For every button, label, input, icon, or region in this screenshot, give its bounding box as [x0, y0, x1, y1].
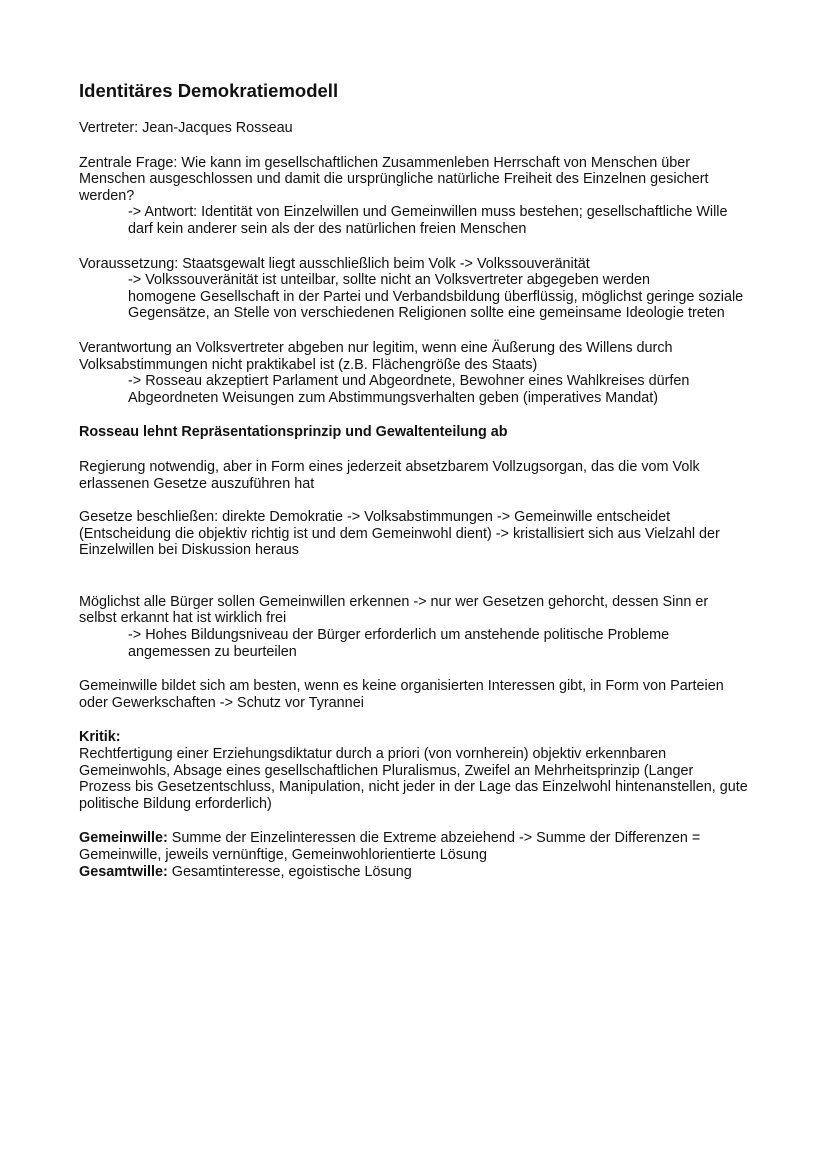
voraussetzung: Voraussetzung: Staatsgewalt liegt ausschließlich beim Volk -> Volkssouveränität [79, 255, 590, 272]
gesamtwille-text: Gesamtinteresse, egoistische Lösung [167, 863, 412, 880]
antwort: -> Antwort: Identität von Einzelwillen und Gemeinwillen muss bestehen; gesellschaftliche Wille darf kein anderer sein als der des natürlichen freien Menschen [128, 204, 728, 237]
ablehnung-heading: Rosseau lehnt Repräsentationsprinzip und Gewaltenteilung ab [79, 424, 508, 441]
gemeinwille-definition [79, 830, 749, 863]
zentrale-frage: Zentrale Frage: Wie kann im gesellschaftlichen Zusammenleben Herrschaft von Menschen über Menschen ausgeschlossen und damit die ursprüngliche natürliche Freiheit des Einzelnen gesichert werden? [79, 154, 709, 204]
gemeinwille-label: Gemeinwille: [79, 830, 168, 847]
volkssouveraenitaet: -> Volkssouveränität ist unteilbar, sollte nicht an Volksvertreter abgegeben werden [128, 272, 650, 289]
gesamtwille-definition [79, 864, 749, 881]
kritik-label: Kritik: [79, 729, 121, 746]
gesetze: Gesetze beschließen: direkte Demokratie -> Volksabstimmungen -> Gemeinwille entscheidet (Entscheidung die objektiv richtig ist und dem Gemeinwohl dient) -> kristallisiert sich aus Vielzahl der Einzelwillen bei Diskussion heraus [79, 509, 720, 559]
gemeinwille-text: Summe der Einzelinteressen die Extreme abzeiehend -> Summe der Differenzen = Gemeinwille, jeweils vernünftige, Gemeinwohlorientierte Lösung [79, 830, 701, 863]
page-title: Identitäres Demokratiemodell [79, 80, 339, 101]
regierung: Regierung notwendig, aber in Form eines jederzeit absetzbarem Vollzugsorgan, das die vom Volk erlassenen Gesetze auszuführen hat [79, 458, 700, 492]
document-page [79, 80, 749, 880]
bildungsniveau: -> Hohes Bildungsniveau der Bürger erforderlich um anstehende politische Probleme angemessen zu beurteilen [128, 627, 670, 660]
rosseau-akzeptiert: -> Rosseau akzeptiert Parlament und Abgeordnete, Bewohner eines Wahlkreises dürfen Abgeordneten Weisungen zum Abstimmungsverhalten geben (imperatives Mandat) [128, 373, 690, 406]
verantwortung: Verantwortung an Volksvertreter abgeben nur legitim, wenn eine Äußerung des Willens durch Volksabstimmungen nicht praktikabel ist (z.B. Flächengröße des Staats) [79, 339, 673, 373]
kritik-text: Rechtfertigung einer Erziehungsdiktatur durch a priori (von vornherein) objektiv erkennbaren Gemeinwohls, Absage eines gesellschaftlichen Pluralismus, Zweifel an Mehrheitsprinzip (Langer Prozess bis Gesetzentschluss, Manipulation, nicht jeder in der Lage das Einzelwohl hintenanstellen, gute politische Bildung erforderlich) [79, 746, 748, 812]
gesamtwille-label: Gesamtwille: [79, 863, 168, 880]
vertreter-line: Vertreter: Jean-Jacques Rosseau [79, 120, 293, 136]
homogene-gesellschaft: homogene Gesellschaft in der Partei und Verbandsbildung überflüssig, möglichst geringe soziale Gegensätze, an Stelle von verschiedenen Religionen sollte eine gemeinsame Ideologie treten [128, 288, 744, 322]
gemeinwille-bildung: Gemeinwille bildet sich am besten, wenn es keine organisierten Interessen gibt, in Form von Parteien oder Gewerkschaften -> Schutz vor Tyrannei [79, 678, 724, 711]
buerger: Möglichst alle Bürger sollen Gemeinwillen erkennen -> nur wer Gesetzen gehorcht, dessen Sinn er selbst erkannt hat ist wirklich frei [79, 593, 709, 627]
